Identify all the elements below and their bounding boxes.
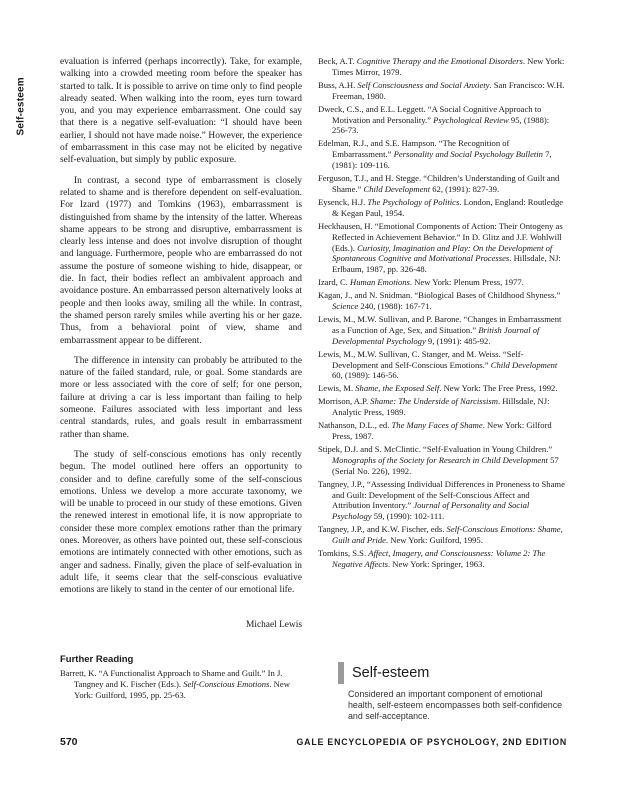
- reference-text: . New York: Plenum Press, 1977.: [409, 277, 524, 288]
- reference-text: 57 (Serial No. 226), 1992.: [332, 454, 559, 476]
- reference-text: Eysenck, H.J.: [318, 196, 368, 207]
- side-tab: [14, 50, 28, 140]
- reference-entry: [318, 80, 566, 102]
- reference-title: Human Emotions: [349, 277, 410, 288]
- reference-text: Lewis, M.: [318, 383, 356, 394]
- reference-entry: [318, 290, 566, 312]
- reference-title: Science: [332, 301, 359, 312]
- reference-text: Edelman, R.J., and S.E. Hampson. “The Recognition of Embarrassment.”: [318, 138, 510, 160]
- reference-entry: [318, 349, 566, 382]
- side-tab-label: Self-esteem: [15, 77, 27, 136]
- reference-text: 62, (1991): 827-39.: [430, 183, 500, 194]
- reference-text: 240, (1988): 167-71.: [358, 301, 432, 312]
- reference-entry: [318, 479, 566, 523]
- reference-title: The Many Faces of Shame: [391, 420, 483, 431]
- reference-text: Nathanson, D.L., ed.: [318, 420, 392, 431]
- reference-title: British Journal of Developmental Psychology: [332, 324, 540, 346]
- further-reading-heading: Further Reading: [60, 654, 134, 666]
- reference-title: Personality and Social Psychology Bulletin: [393, 149, 543, 160]
- reference-text: Dweck, C.S., and E.L. Leggett. “A Social Cognitive Approach to Motivation and Personality.”: [318, 103, 542, 125]
- body-paragraph: The study of self-conscious emotions has only recently begun. The model outlined here offers an opportunity to consider and to define carefully some of the self-conscious emotions. Unless we develop a more accurate taxonomy, we will be unable to proceed in our study of these emotions. Given the renewed interest in emotional life, it is now appropriate to consider these more complex emotions rather than the primary ones. Moreover, as others have pointed out, these self-conscious emotions are intimately connected with other emotions, such as anger and sadness. Finally, given the place of self-evaluation in adult life, it seems clear that the self-conscious evaluative emotions are likely to stand in the center of our emotional life.: [60, 449, 302, 596]
- reference-text: . San Francisco: W.H. Freeman, 1980.: [332, 79, 565, 101]
- entry-description: Considered an important component of emotional health, self-esteem encompasses both self-confidence and self-acceptance.: [348, 689, 563, 721]
- reference-entry: [318, 444, 566, 477]
- body-paragraph: The difference in intensity can probably be attributed to the nature of the failed standard, rule, or goal. Some standards are more or less associated with the core of self; for one person, failure at driving a car is less important than failing to help someone. Failures associated with less important and less central standards, rules, and goals result in embarrassment rather than shame.: [60, 355, 302, 440]
- page-number: 570: [60, 736, 78, 748]
- reference-entry: [60, 668, 302, 701]
- reference-text: . New York: Gilford Press, 1987.: [332, 420, 552, 441]
- reference-entry: [318, 396, 566, 418]
- reference-text: 95, (1988): 256-73.: [332, 114, 550, 136]
- reference-text: Heckhausen, H. “Emotional Components of Action: Their Ontogeny as Reflected in Achievement Behavior.” In D. Glitz and J.F. Wohlwill (Eds.).: [318, 220, 563, 253]
- reference-entry: [318, 383, 566, 394]
- reference-text: Buss, A.H.: [318, 79, 358, 90]
- reference-text: 7, (1981): 109-116.: [332, 149, 552, 171]
- body-paragraph: In contrast, a second type of embarrassment is closely related to shame and is therefore dependent on self-evaluation. For Izard (1977) and Tomkins (1963), embarrassment is distinguished from shame by the intensity of the latter. Whereas shame appears to be strong and disruptive, embarrassment is clearly less intense and does not involve disruption of thought and language. Furthermore, people who are embarrassed do not assume the posture of someone wishing to hide, disappear, or die. In fact, their bodies reflect an ambivalent approach and avoidance posture. An embarrassed person alternatively looks at people and then looks away, smiling all the while. In contrast, the shamed person rarely smiles while averting his or her gaze. Thus, from a behavioral point of view, shame and embarrassment appear to be different.: [60, 175, 302, 346]
- reference-entry: [318, 173, 566, 195]
- reference-text: . New York: Guilford, 1995.: [385, 535, 483, 546]
- reference-text: . New York: Guilford, 1995, pp. 25-63.: [74, 679, 290, 701]
- reference-text: Lewis, M., M.W. Sullivan, C. Stanger, and M. Weiss. “Self-Development and Self-Conscious Emotions.”: [318, 348, 524, 370]
- reference-title: Monographs of the Society for Research in Child Development: [332, 454, 548, 465]
- reference-text: 59, (1990): 102-111.: [371, 511, 445, 522]
- reference-text: Morrison, A.P.: [318, 396, 371, 407]
- reference-text: Tomkins, S.S.: [318, 548, 369, 559]
- reference-title: Psychological Review: [433, 114, 509, 125]
- reference-list: [318, 56, 566, 570]
- reference-text: Stipek, D.J. and S. McClintic. “Self-Evaluation in Young Children.”: [318, 443, 553, 454]
- reference-entry: [318, 197, 566, 219]
- reference-title: Child Development: [490, 359, 558, 370]
- reference-title: Curiosity, Imagination and Play: On the Development of Spontaneous Cognitive and Motivational Processes: [332, 242, 553, 264]
- entry-accent-bar: [338, 662, 344, 684]
- reference-title: Self-Conscious Emotions: Shame, Guilt and Pride: [332, 524, 563, 546]
- reference-entry: [318, 420, 566, 442]
- reference-title: Cognitive Therapy and the Emotional Disorders: [356, 56, 523, 66]
- reference-entry: [318, 221, 566, 276]
- article-author: Michael Lewis: [246, 620, 302, 631]
- reference-title: The Psychology of Politics: [367, 196, 460, 207]
- reference-entry: [318, 56, 566, 78]
- reference-title: Affect, Imagery, and Consciousness: Volume 2: The Negative Affects: [332, 548, 546, 569]
- reference-entry: [318, 277, 566, 288]
- reference-text: Lewis, M., M.W. Sullivan, and P. Barone. “Changes in Embarrassment as a Function of Age, Sex, and Situation.”: [318, 313, 562, 335]
- reference-title: Child Development: [363, 183, 431, 194]
- next-entry-box: [338, 662, 566, 721]
- reference-text: . New York: Times Mirror, 1979.: [332, 56, 565, 77]
- reference-text: Barrett, K. “A Functionalist Approach to Shame and Guilt.” In J. Tangney and K. Fischer (Eds.).: [60, 668, 283, 690]
- entry-title: Self-esteem: [352, 665, 430, 681]
- reference-entry: [318, 138, 566, 171]
- reference-text: Tangney, J.P., “Assessing Individual Differences in Proneness to Shame and Guilt: Development of the Self-Conscious Affect and Attribution Inventory.”: [318, 478, 565, 511]
- reference-entry: [318, 548, 566, 570]
- reference-text: . New York: The Free Press, 1992.: [439, 383, 558, 394]
- reference-text: 9, (1991): 485-92.: [425, 335, 491, 346]
- reference-text: Ferguson, T.J., and H. Stegge. “Children’s Understanding of Guilt and Shame.”: [318, 173, 560, 194]
- reference-title: Self Consciousness and Social Anxiety: [357, 79, 490, 90]
- reference-text: Beck, A.T.: [318, 56, 357, 66]
- reference-text: Kagan, J., and N. Snidman. “Biological Bases of Childhood Shyness.”: [318, 290, 561, 301]
- reference-text: . London, England: Routledge & Kegan Paul, 1954.: [332, 196, 564, 218]
- reference-title: Journal of Personality and Social Psychology: [332, 500, 530, 522]
- footer-book-title: GALE ENCYCLOPEDIA OF PSYCHOLOGY, 2ND EDITION: [296, 737, 567, 747]
- body-paragraph: evaluation is inferred (perhaps incorrectly). Take, for example, walking into a crowded meeting room before the speaker has started to talk. It is possible to arrive on time only to find people already seated. When walking into the room, eyes turn toward you, and you may experience embarrassment. One could say that there is a negative self-evaluation: “I should have been earlier, I should not have made noise.” However, the experience of embarrassment in this case may not be elicited by negative self-evaluation, but simply by public exposure.: [60, 57, 302, 166]
- reference-text: . Hillsdale, NJ: Erlbaum, 1987, pp. 326-48.: [332, 253, 561, 275]
- reference-text: . New York: Springer, 1963.: [387, 558, 485, 569]
- reference-text: . Hillsdale, NJ: Analytic Press, 1989.: [332, 396, 550, 418]
- reference-text: Tangney, J.P., and K.W. Fischer, eds.: [318, 524, 447, 535]
- reference-title: Shame: The Underside of Narcissism: [370, 396, 498, 407]
- reference-title: Self-Conscious Emotions: [183, 679, 270, 690]
- reference-text: 60, (1989): 146-56.: [332, 370, 399, 381]
- reference-title: Shame, the Exposed Self: [355, 383, 440, 394]
- reference-entry: [318, 524, 566, 546]
- left-column: [60, 56, 302, 703]
- reference-entry: [318, 314, 566, 347]
- further-reading-list: [60, 668, 302, 701]
- right-column: [318, 56, 566, 572]
- reference-entry: [318, 104, 566, 137]
- reference-text: Izard, C.: [318, 277, 350, 288]
